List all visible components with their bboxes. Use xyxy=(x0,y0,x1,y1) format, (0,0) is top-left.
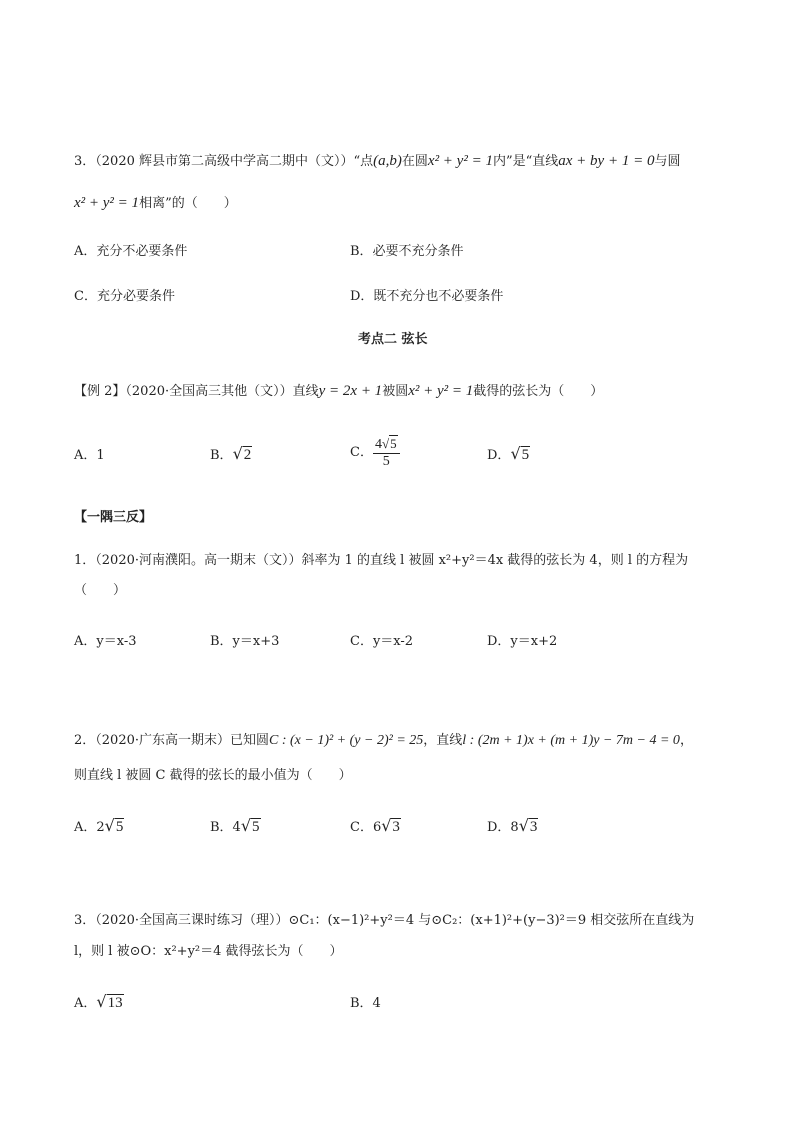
example2-option-d-radicand: 5 xyxy=(521,447,530,463)
p2-math-line: l : (2m + 1)x + (m + 1)y − 7m − 4 = 0 xyxy=(462,733,680,748)
p2-option-a-label: A．2 xyxy=(74,820,105,835)
example2-option-d-label: D． xyxy=(487,448,511,463)
practice-title: 【一隅三反】 xyxy=(74,510,153,525)
example2-math-line: y = 2x + 1 xyxy=(318,383,383,399)
sqrt-symbol: √2 xyxy=(232,444,252,463)
p2-option-c xyxy=(350,817,401,837)
q3-line2-text: 相离”的（ ） xyxy=(139,196,237,211)
sqrt-symbol: √5 xyxy=(240,816,260,835)
q3-line2 xyxy=(74,194,237,213)
p2-mid: ，直线 xyxy=(423,733,463,748)
q3-option-d: D．既不充分也不必要条件 xyxy=(350,289,504,304)
example2-option-c-radicand: 5 xyxy=(390,436,397,451)
q3-math-line: ax + by + 1 = 0 xyxy=(558,153,655,169)
p2-option-b xyxy=(210,817,261,837)
p2-suffix: ， xyxy=(679,733,693,748)
p1-line1: 1．（2020·河南濮阳。高一期末（文））斜率为 1 的直线 l 被圆 x²+y²＝4x 截得的弦长为 4，则 l 的方程为 xyxy=(74,553,689,568)
q3-suffix: 与圆 xyxy=(654,154,681,169)
q3-option-b: B．必要不充分条件 xyxy=(350,244,464,259)
p2-option-a-radicand: 5 xyxy=(115,819,124,835)
p2-option-d xyxy=(487,817,538,837)
p1-option-b: B．y＝x+3 xyxy=(210,634,280,649)
example2-math-circle: x² + y² = 1 xyxy=(408,383,474,399)
example2-option-c-coef: 4 xyxy=(374,437,382,452)
example2-option-c-label: C． xyxy=(350,445,373,460)
example2-prefix: 【例 2】（2020·全国高三其他（文））直线 xyxy=(74,384,319,399)
p1-option-a: A．y＝x-3 xyxy=(74,634,137,649)
p1-option-d: D．y＝x+2 xyxy=(487,634,558,649)
p3-option-a-label: A． xyxy=(74,996,97,1011)
q3-option-a: A．充分不必要条件 xyxy=(74,244,188,259)
p3-option-a xyxy=(74,993,124,1013)
p2-option-d-radicand: 3 xyxy=(529,819,538,835)
sqrt-symbol: √5 xyxy=(381,436,397,451)
sqrt-symbol: √5 xyxy=(510,444,530,463)
example2-option-c-denominator: 5 xyxy=(382,454,390,469)
p3-option-b: B．4 xyxy=(350,996,381,1011)
q3-option-c: C．充分必要条件 xyxy=(74,289,175,304)
sqrt-symbol: √3 xyxy=(381,816,400,835)
p3-line1: 3．（2020·全国高三课时练习（理））⊙C₁：(x−1)²+y²＝4 与⊙C₂：(x+1)²+(y−3)²＝9 相交弦所在直线为 xyxy=(74,913,695,928)
sqrt-symbol: √5 xyxy=(104,816,124,835)
p2-option-d-label: D．8 xyxy=(487,820,519,835)
example2-mid: 被圆 xyxy=(382,384,409,399)
q3-mid1: 在圆 xyxy=(401,154,428,169)
example2-option-a: A．1 xyxy=(74,448,105,463)
p2-option-b-label: B．4 xyxy=(210,820,241,835)
example2-option-d xyxy=(487,445,530,465)
q3-math-circle: x² + y² = 1 xyxy=(427,153,493,169)
example2-option-b-label: B． xyxy=(210,448,233,463)
p2-option-a xyxy=(74,817,124,837)
example2-option-c-fraction xyxy=(373,436,400,470)
p1-line2: （ ） xyxy=(74,583,127,598)
q3-mid2: 内”是“直线 xyxy=(492,154,559,169)
section-title: 考点二 弦长 xyxy=(358,332,428,347)
example2-option-c xyxy=(350,436,400,470)
p2-option-c-label: C．6 xyxy=(350,820,382,835)
p2-option-c-radicand: 3 xyxy=(392,819,400,835)
q3-math-point: (a,b) xyxy=(373,153,402,169)
q3-line1 xyxy=(74,152,680,171)
p2-math-circle: C : (x − 1)² + (y − 2)² = 25 xyxy=(269,733,424,748)
example2-option-b-radicand: 2 xyxy=(243,447,252,463)
example2-question xyxy=(74,382,603,401)
example2-option-b xyxy=(210,445,252,465)
q3-prefix: 3．（2020 辉县市第二高级中学高二期中（文））“点 xyxy=(74,154,374,169)
p3-option-a-radicand: 13 xyxy=(107,995,123,1011)
p2-line1 xyxy=(74,732,693,750)
q3-line2-math: x² + y² = 1 xyxy=(74,195,140,211)
sqrt-symbol: √13 xyxy=(96,992,123,1011)
sqrt-symbol: √3 xyxy=(518,816,538,835)
p2-line2: 则直线 l 被圆 C 截得的弦长的最小值为（ ） xyxy=(74,768,352,783)
p1-option-c: C．y＝x-2 xyxy=(350,634,414,649)
p3-line2: l，则 l 被⊙O：x²+y²＝4 截得弦长为（ ） xyxy=(74,944,343,959)
p2-prefix: 2．（2020·广东高一期末）已知圆 xyxy=(74,733,269,748)
p2-option-b-radicand: 5 xyxy=(252,819,260,835)
example2-suffix: 截得的弦长为（ ） xyxy=(473,384,604,399)
